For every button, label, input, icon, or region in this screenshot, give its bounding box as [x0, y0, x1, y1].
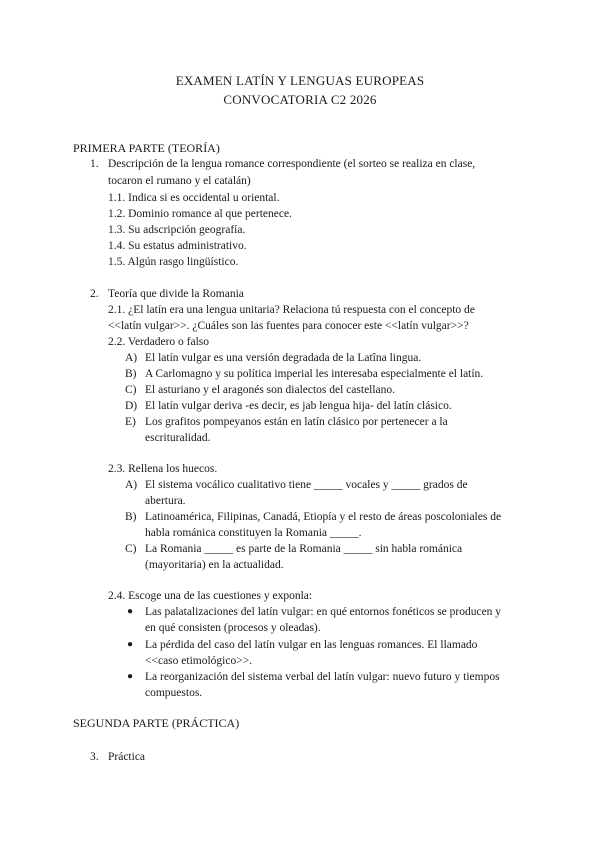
part1-heading: PRIMERA PARTE (TEORÍA): [73, 141, 220, 155]
tf-option-letter: B): [125, 368, 137, 380]
q2-1-line2: <<latín vulgar>>. ¿Cuáles son las fuentes para conocer este <<latín vulgar>>?: [108, 320, 469, 332]
q1-text-line1: Descripción de la lengua romance correspondiente (el sorteo se realiza en clase,: [108, 158, 476, 170]
q1-sub-2: 1.2. Dominio romance al que pertenece.: [108, 208, 292, 220]
bullet-icon: ●: [127, 671, 134, 682]
tf-option-letter: E): [125, 416, 136, 428]
tf-option-letter: C): [125, 384, 137, 396]
choice-bullet-text-cont: compuestos.: [145, 687, 203, 699]
q2-3-heading: 2.3. Rellena los huecos.: [108, 463, 218, 475]
q1-number: 1.: [90, 158, 99, 170]
fill-option-text-cont: (mayoritaria) en la actualidad.: [145, 559, 284, 571]
q1-text-line2: tocaron el rumano y el catalán): [108, 175, 251, 187]
tf-option-text: El latín vulgar deriva -es decir, es jab lengua hija- del latín clásico.: [145, 400, 452, 412]
fill-option-text: Latinoamérica, Filipinas, Canadá, Etiopía y el resto de áreas poscoloniales de: [145, 511, 502, 523]
choice-bullet-text-cont: <<caso etimológico>>.: [145, 655, 253, 667]
fill-option-letter: A): [125, 479, 138, 491]
q2-4-heading: 2.4. Escoge una de las cuestiones y exponla:: [108, 590, 313, 602]
choice-bullet-text: La pérdida del caso del latín vulgar en las lenguas romances. El llamado: [145, 639, 478, 651]
q1-sub-4: 1.4. Su estatus administrativo.: [108, 240, 247, 252]
q2-number: 2.: [90, 288, 99, 300]
fill-option-text: El sistema vocálico cualitativo tiene _____ vocales y _____ grados de: [145, 479, 468, 491]
bullet-icon: ●: [127, 606, 134, 617]
q2-1-line1: 2.1. ¿El latín era una lengua unitaria? Relaciona tú respuesta con el concepto de: [108, 304, 475, 316]
fill-option-text: La Romania _____ es parte de la Romania _____ sin habla románica: [145, 543, 463, 555]
choice-bullet-text-cont: en qué consisten (procesos y oleadas).: [145, 622, 321, 634]
q1-sub-5: 1.5. Algún rasgo lingüístico.: [108, 256, 239, 268]
fill-option-letter: B): [125, 511, 137, 523]
q1-sub-1: 1.1. Indica si es occidental u oriental.: [108, 192, 280, 204]
q1-sub-3: 1.3. Su adscripción geografía.: [108, 224, 246, 236]
bullet-icon: ●: [127, 639, 134, 650]
q3-text: Práctica: [108, 751, 146, 763]
tf-option-text: A Carlomagno y su política imperial les interesaba especialmente el latín.: [145, 368, 484, 380]
exam-title: EXAMEN LATÍN Y LENGUAS EUROPEAS: [175, 73, 425, 88]
fill-option-text-cont: habla románica constituyen la Romania _____.: [145, 527, 362, 539]
choice-bullet-text: Las palatalizaciones del latín vulgar: en qué entornos fonéticos se producen y: [145, 606, 502, 618]
fill-option-text-cont: abertura.: [145, 495, 186, 507]
choice-bullet-text: La reorganización del sistema verbal del latín vulgar: nuevo futuro y tiempos: [145, 671, 500, 683]
tf-option-letter: D): [125, 400, 138, 412]
q2-text: Teoría que divide la Romania: [108, 288, 244, 300]
tf-option-text: Los grafitos pompeyanos están en latín clásico por pertenecer a la: [145, 416, 448, 428]
tf-option-text-cont: escrituralidad.: [145, 432, 211, 444]
tf-option-text: El asturiano y el aragonés son dialectos del castellano.: [145, 384, 396, 396]
part2-heading: SEGUNDA PARTE (PRÁCTICA): [73, 716, 240, 730]
q3-number: 3.: [90, 751, 99, 763]
exam-subtitle: CONVOCATORIA C2 2026: [223, 92, 377, 107]
tf-option-text: El latín vulgar es una versión degradada de la Latîna lingua.: [145, 352, 422, 364]
q2-2-heading: 2.2. Verdadero o falso: [108, 336, 210, 348]
tf-option-letter: A): [125, 352, 138, 364]
fill-option-letter: C): [125, 543, 137, 555]
